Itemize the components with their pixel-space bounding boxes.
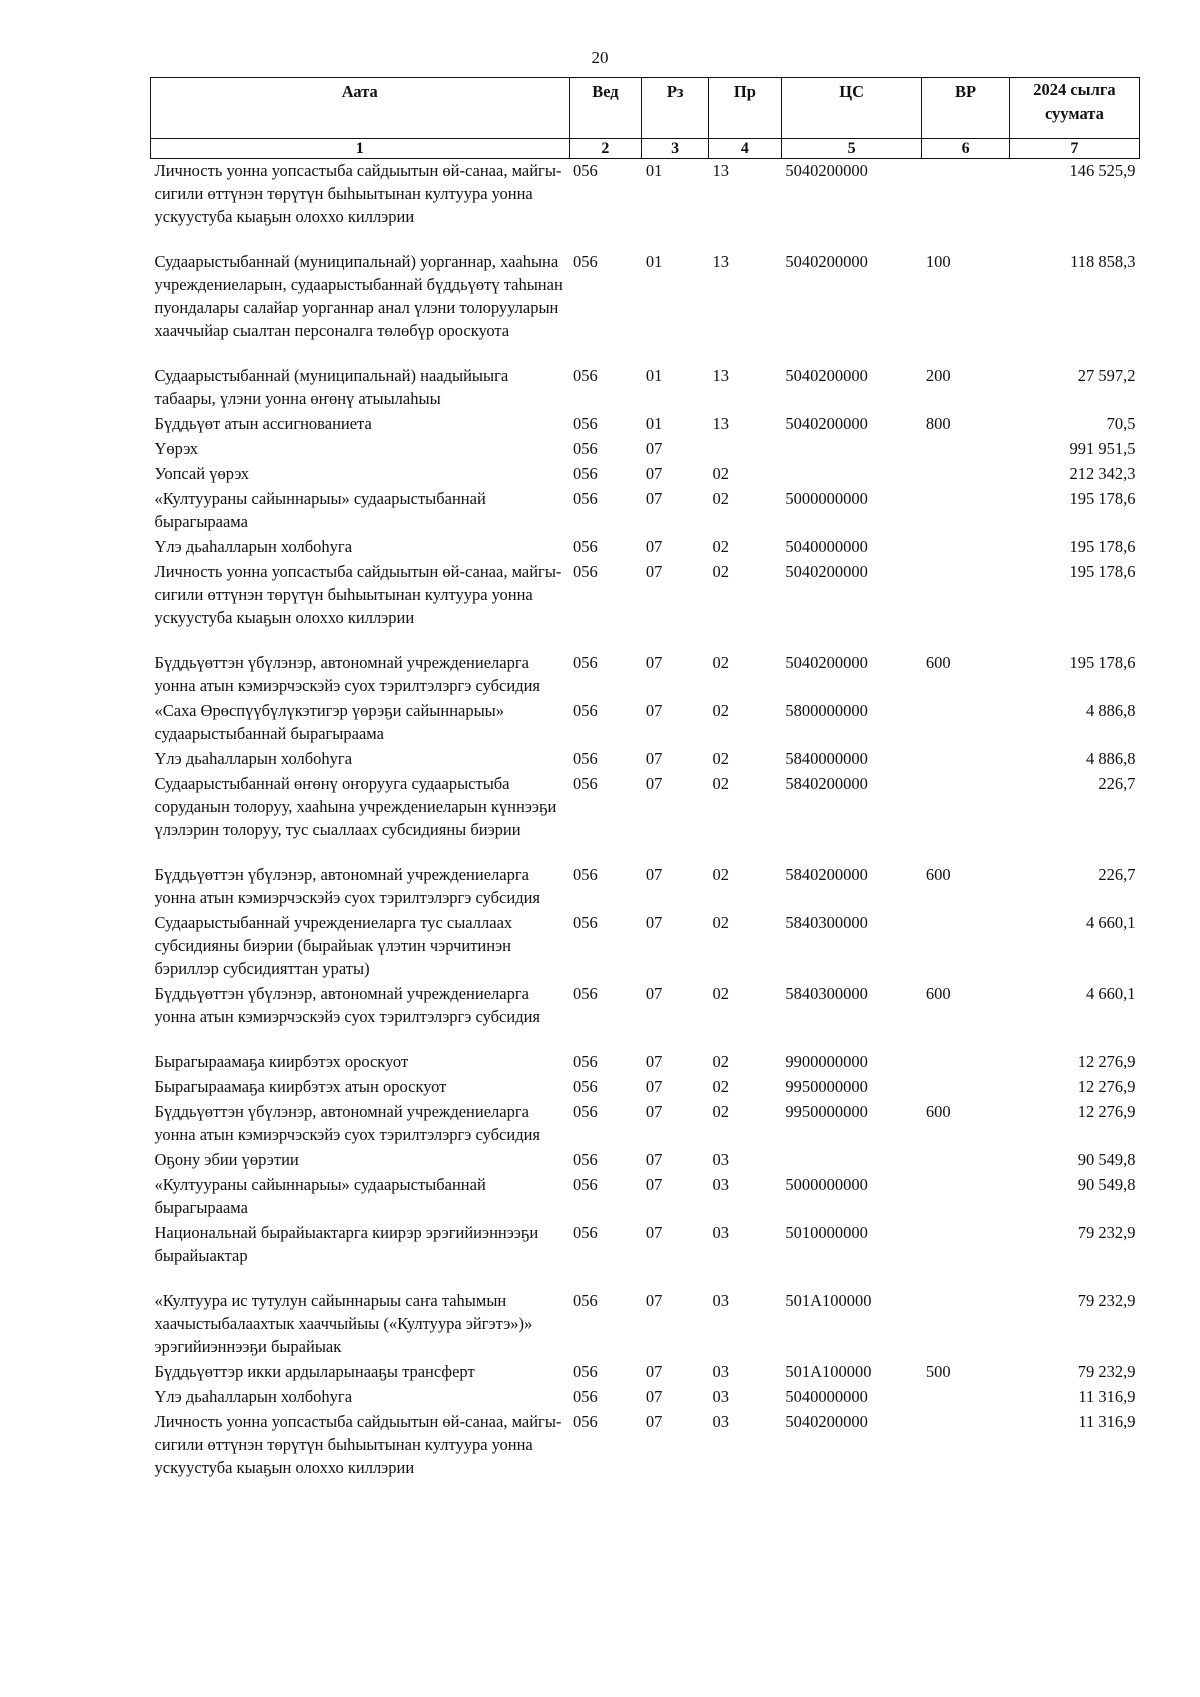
row-ved: 056 — [573, 1223, 598, 1242]
row-sum: 118 858,3 — [1070, 252, 1136, 271]
row-ved: 056 — [573, 1291, 598, 1310]
row-name: Оҕону эбии үөрэтии — [154, 1150, 299, 1169]
row-pr: 02 — [712, 464, 729, 483]
row-pr: 03 — [712, 1412, 729, 1431]
column-number: 1 — [151, 139, 570, 159]
row-name: «Култуура ис тутулун сайыннарыы саҥа таһымын хаачыстыбалаахтык хааччыйыы («Култуура эйгэтэ»)» эрэгийиэннээҕи бырайыак — [154, 1291, 533, 1356]
column-number: 5 — [781, 139, 922, 159]
row-rz: 07 — [645, 1077, 663, 1096]
row-cs: 5000000000 — [785, 1175, 868, 1194]
row-pr: 13 — [712, 252, 729, 271]
row-pr: 02 — [712, 701, 729, 720]
budget-table — [150, 77, 1140, 1481]
row-pr: 02 — [712, 489, 729, 508]
row-vr — [922, 772, 1009, 863]
table-row — [151, 159, 1140, 251]
row-rz: 01 — [645, 252, 663, 271]
row-sum: 27 597,2 — [1077, 366, 1136, 385]
row-cs: 5840200000 — [785, 774, 868, 793]
row-rz: 01 — [645, 366, 663, 385]
row-name: Бүддьүөт атын ассигнованиета — [154, 414, 372, 433]
row-sum: 4 886,8 — [1086, 701, 1136, 720]
row-cs — [781, 1148, 922, 1173]
row-name: Үлэ дьаһалларын холбоһуга — [154, 537, 353, 556]
table-row — [151, 535, 1140, 560]
row-rz: 07 — [645, 1362, 663, 1381]
row-rz: 01 — [645, 161, 663, 180]
table-row — [151, 1221, 1140, 1289]
row-pr: 02 — [712, 774, 729, 793]
row-sum: 12 276,9 — [1077, 1102, 1136, 1121]
row-name: Личность уонна уопсастыба сайдыытын өй-санаа, майгы-сигили өттүнэн төрүтүн быһыытынан култуура уонна ускуустуба кыаҕын олоххо киллэрии — [154, 562, 562, 627]
table-row — [151, 462, 1140, 487]
row-vr — [922, 535, 1009, 560]
row-ved: 056 — [573, 414, 598, 433]
table-row — [151, 911, 1140, 982]
row-cs: 5040000000 — [785, 537, 868, 556]
row-ved: 056 — [573, 1412, 598, 1431]
row-sum: 226,7 — [1098, 865, 1136, 884]
row-name: Үлэ дьаһалларын холбоһуга — [154, 749, 353, 768]
header-rz: Рз — [642, 78, 709, 139]
row-vr: 500 — [925, 1362, 951, 1381]
row-rz: 07 — [645, 701, 663, 720]
row-rz: 07 — [645, 562, 663, 581]
row-name: Судаарыстыбаннай (муниципальнай) наадыйыыга табаары, үлэни уонна өҥөнү атыылаһыы — [154, 366, 509, 408]
row-pr: 02 — [712, 537, 729, 556]
row-pr: 03 — [712, 1150, 729, 1169]
row-ved: 056 — [573, 749, 598, 768]
row-name: Судаарыстыбаннай (муниципальнай) уорганнар, хааһына учреждениеларын, судаарыстыбаннай бүддьүөтү таһынан пуондалары салайар уорганнар анал үлэни толорууларын хааччыйар сыалтан персоналга төлөбүр ороскуота — [154, 252, 563, 340]
header-row — [151, 78, 1140, 139]
row-ved: 056 — [573, 537, 598, 556]
row-ved: 056 — [573, 984, 598, 1003]
row-cs: 9900000000 — [785, 1052, 868, 1071]
row-name: Үөрэх — [154, 439, 199, 458]
column-number: 4 — [708, 139, 781, 159]
row-ved: 056 — [573, 1052, 598, 1071]
row-cs: 5040200000 — [785, 414, 868, 433]
table-row — [151, 1410, 1140, 1481]
row-name: Судаарыстыбаннай учреждениеларга тус сыаллаах субсидияны биэрии (бырайыак үлэтин чэрчитинэн бэриллэр субсидияттан ураты) — [154, 913, 513, 978]
column-number: 2 — [569, 139, 642, 159]
row-rz: 07 — [645, 464, 663, 483]
row-name: Уопсай үөрэх — [154, 464, 250, 483]
row-sum: 79 232,9 — [1077, 1362, 1136, 1381]
row-vr: 600 — [925, 984, 951, 1003]
row-cs: 5840300000 — [785, 984, 868, 1003]
row-rz: 07 — [645, 749, 663, 768]
row-cs: 5040200000 — [785, 562, 868, 581]
row-vr: 100 — [925, 252, 951, 271]
row-rz: 07 — [645, 1175, 663, 1194]
table-row — [151, 487, 1140, 535]
table-row — [151, 1050, 1140, 1075]
row-sum: 212 342,3 — [1069, 464, 1136, 483]
row-ved: 056 — [573, 439, 598, 458]
column-number: 3 — [642, 139, 709, 159]
row-sum: 146 525,9 — [1069, 161, 1136, 180]
row-pr: 03 — [712, 1362, 729, 1381]
row-name: Личность уонна уопсастыба сайдыытын өй-санаа, майгы-сигили өттүнэн төрүтүн быһыытынан култуура уонна ускуустуба кыаҕын олоххо киллэрии — [154, 1412, 562, 1477]
row-sum: 79 232,9 — [1077, 1291, 1136, 1310]
row-pr: 02 — [712, 865, 729, 884]
row-pr: 02 — [712, 1052, 729, 1071]
table-row — [151, 1075, 1140, 1100]
row-name: Бүддьүөттэр икки ардыларынааҕы трансферт — [154, 1362, 475, 1381]
column-number: 7 — [1009, 139, 1139, 159]
row-pr: 02 — [712, 913, 729, 932]
row-ved: 056 — [573, 774, 598, 793]
row-ved: 056 — [573, 464, 598, 483]
table-row — [151, 412, 1140, 437]
row-ved: 056 — [573, 1102, 598, 1121]
row-vr: 600 — [925, 865, 951, 884]
header-cs: ЦС — [781, 78, 922, 139]
row-ved: 056 — [573, 489, 598, 508]
row-ved: 056 — [573, 1150, 598, 1169]
row-name: Бүддьүөттэн үбүлэнэр, автономнай учреждениеларга уонна атын кэмиэрчэскэйэ суох тэрилтэлэргэ субсидия — [154, 653, 541, 695]
row-pr: 02 — [712, 562, 729, 581]
row-rz: 01 — [645, 414, 663, 433]
row-sum: 195 178,6 — [1069, 489, 1136, 508]
row-cs: 5040200000 — [785, 653, 868, 672]
row-ved: 056 — [573, 913, 598, 932]
row-vr — [922, 1173, 1009, 1221]
row-rz: 07 — [645, 865, 663, 884]
row-cs — [781, 437, 922, 462]
row-sum: 4 660,1 — [1086, 984, 1136, 1003]
row-sum: 70,5 — [1106, 414, 1136, 433]
row-cs: 5840000000 — [785, 749, 868, 768]
row-vr — [922, 1410, 1009, 1481]
row-sum: 11 316,9 — [1078, 1387, 1136, 1406]
row-name: «Саха Өрөспүүбүлүкэтигэр үөрэҕи сайыннарыы» судаарыстыбаннай бырагыраама — [154, 701, 505, 743]
table-row — [151, 1385, 1140, 1410]
row-vr — [922, 462, 1009, 487]
row-ved: 056 — [573, 366, 598, 385]
row-name: Бырагыраамаҕа киирбэтэх ороскуот — [154, 1052, 409, 1071]
row-cs: 5040200000 — [785, 252, 868, 271]
column-number-row — [151, 139, 1140, 159]
column-number: 6 — [922, 139, 1009, 159]
row-vr — [922, 1385, 1009, 1410]
row-cs: 501А100000 — [785, 1291, 872, 1310]
table-row — [151, 651, 1140, 699]
row-sum: 991 951,5 — [1069, 439, 1136, 458]
row-vr — [922, 487, 1009, 535]
row-vr — [922, 1289, 1009, 1360]
row-cs: 9950000000 — [785, 1102, 868, 1121]
row-name: Бүддьүөттэн үбүлэнэр, автономнай учреждениеларга уонна атын кэмиэрчэскэйэ суох тэрилтэлэргэ субсидия — [154, 865, 541, 907]
row-name: Судаарыстыбаннай өҥөнү оҥорууга судаарыстыба соруданын толоруу, хааһына учреждениеларын күннээҕи үлэлэрин толоруу, тус сыаллаах субсидияны биэрии — [154, 774, 557, 839]
header-ved: Вед — [569, 78, 642, 139]
row-vr — [922, 437, 1009, 462]
row-vr — [922, 747, 1009, 772]
header-pr: Пр — [708, 78, 781, 139]
row-vr — [922, 1050, 1009, 1075]
row-name: Бүддьүөттэн үбүлэнэр, автономнай учреждениеларга уонна атын кэмиэрчэскэйэ суох тэрилтэлэргэ субсидия — [154, 1102, 541, 1144]
table-row — [151, 772, 1140, 863]
row-vr: 800 — [925, 414, 951, 433]
table-row — [151, 364, 1140, 412]
row-cs: 5040000000 — [785, 1387, 868, 1406]
row-pr: 13 — [712, 366, 729, 385]
row-rz: 07 — [645, 653, 663, 672]
row-pr: 13 — [712, 414, 729, 433]
row-cs — [781, 462, 922, 487]
row-ved: 056 — [573, 562, 598, 581]
row-sum: 12 276,9 — [1077, 1077, 1136, 1096]
table-row — [151, 1360, 1140, 1385]
row-ved: 056 — [573, 1175, 598, 1194]
row-rz: 07 — [645, 489, 663, 508]
row-cs: 9950000000 — [785, 1077, 868, 1096]
row-rz: 07 — [645, 1150, 663, 1169]
row-pr: 03 — [712, 1387, 729, 1406]
row-rz: 07 — [645, 537, 663, 556]
row-ved: 056 — [573, 1387, 598, 1406]
row-sum: 195 178,6 — [1069, 537, 1136, 556]
row-ved: 056 — [573, 865, 598, 884]
row-name: Үлэ дьаһалларын холбоһуга — [154, 1387, 353, 1406]
row-vr — [922, 1075, 1009, 1100]
row-rz: 07 — [645, 774, 663, 793]
row-ved: 056 — [573, 161, 598, 180]
row-vr — [922, 1221, 1009, 1289]
row-sum: 195 178,6 — [1069, 562, 1136, 581]
table-row — [151, 250, 1140, 364]
row-vr: 200 — [925, 366, 951, 385]
row-ved: 056 — [573, 701, 598, 720]
row-sum: 79 232,9 — [1077, 1223, 1136, 1242]
table-row — [151, 747, 1140, 772]
row-vr — [922, 560, 1009, 651]
table-row — [151, 863, 1140, 911]
row-name: Национальнай бырайыактарга киирэр эрэгийиэннээҕи бырайыактар — [154, 1223, 539, 1265]
row-rz: 07 — [645, 439, 663, 458]
row-pr: 02 — [712, 1102, 729, 1121]
row-cs: 5010000000 — [785, 1223, 868, 1242]
row-rz: 07 — [645, 984, 663, 1003]
row-sum: 4 660,1 — [1086, 913, 1136, 932]
row-cs: 5040200000 — [785, 161, 868, 180]
table-body — [151, 159, 1140, 1482]
row-ved: 056 — [573, 653, 598, 672]
row-cs: 501А100000 — [785, 1362, 872, 1381]
row-rz: 07 — [645, 1052, 663, 1071]
row-rz: 07 — [645, 913, 663, 932]
row-pr: 03 — [712, 1223, 729, 1242]
table-row — [151, 437, 1140, 462]
row-cs: 5840200000 — [785, 865, 868, 884]
table-row — [151, 1148, 1140, 1173]
row-vr — [922, 159, 1009, 251]
row-vr — [922, 699, 1009, 747]
row-ved: 056 — [573, 1362, 598, 1381]
table-row — [151, 1100, 1140, 1148]
row-name: «Култуураны сайыннарыы» судаарыстыбаннай бырагыраама — [154, 489, 486, 531]
header-vr: ВР — [922, 78, 1009, 139]
page-number: 20 — [591, 48, 609, 67]
row-pr: 13 — [712, 161, 729, 180]
header-sum: 2024 сылга суумата — [1009, 78, 1139, 139]
row-sum: 90 549,8 — [1077, 1150, 1136, 1169]
table-row — [151, 699, 1140, 747]
row-name: Личность уонна уопсастыба сайдыытын өй-санаа, майгы-сигили өттүнэн төрүтүн быһыытынан култуура уонна ускуустуба кыаҕын олоххо киллэрии — [154, 161, 562, 226]
table-row — [151, 1289, 1140, 1360]
row-rz: 07 — [645, 1412, 663, 1431]
row-ved: 056 — [573, 252, 598, 271]
table-row — [151, 1173, 1140, 1221]
row-vr: 600 — [925, 1102, 951, 1121]
row-cs: 5040200000 — [785, 1412, 868, 1431]
row-sum: 90 549,8 — [1077, 1175, 1136, 1194]
row-vr: 600 — [925, 653, 951, 672]
row-vr — [922, 911, 1009, 982]
row-pr: 02 — [712, 1077, 729, 1096]
row-pr: 03 — [712, 1291, 729, 1310]
table-row — [151, 560, 1140, 651]
row-rz: 07 — [645, 1291, 663, 1310]
row-sum: 12 276,9 — [1077, 1052, 1136, 1071]
row-rz: 07 — [645, 1223, 663, 1242]
row-sum: 11 316,9 — [1078, 1412, 1136, 1431]
row-cs: 5840300000 — [785, 913, 868, 932]
row-pr: 02 — [712, 984, 729, 1003]
row-ved: 056 — [573, 1077, 598, 1096]
row-sum: 226,7 — [1098, 774, 1136, 793]
table-row — [151, 982, 1140, 1050]
row-name: Бүддьүөттэн үбүлэнэр, автономнай учреждениеларга уонна атын кэмиэрчэскэйэ суох тэрилтэлэргэ субсидия — [154, 984, 541, 1026]
row-pr: 02 — [712, 749, 729, 768]
row-cs: 5000000000 — [785, 489, 868, 508]
row-cs: 5040200000 — [785, 366, 868, 385]
row-name: Бырагыраамаҕа киирбэтэх атын ороскуот — [154, 1077, 447, 1096]
row-name: «Култуураны сайыннарыы» судаарыстыбаннай бырагыраама — [154, 1175, 486, 1217]
row-pr: 03 — [712, 1175, 729, 1194]
header-name: Аата — [151, 78, 570, 139]
row-pr — [708, 437, 781, 462]
row-sum: 195 178,6 — [1069, 653, 1136, 672]
row-rz: 07 — [645, 1102, 663, 1121]
row-vr — [922, 1148, 1009, 1173]
row-cs: 5800000000 — [785, 701, 868, 720]
row-pr: 02 — [712, 653, 729, 672]
row-rz: 07 — [645, 1387, 663, 1406]
row-sum: 4 886,8 — [1086, 749, 1136, 768]
